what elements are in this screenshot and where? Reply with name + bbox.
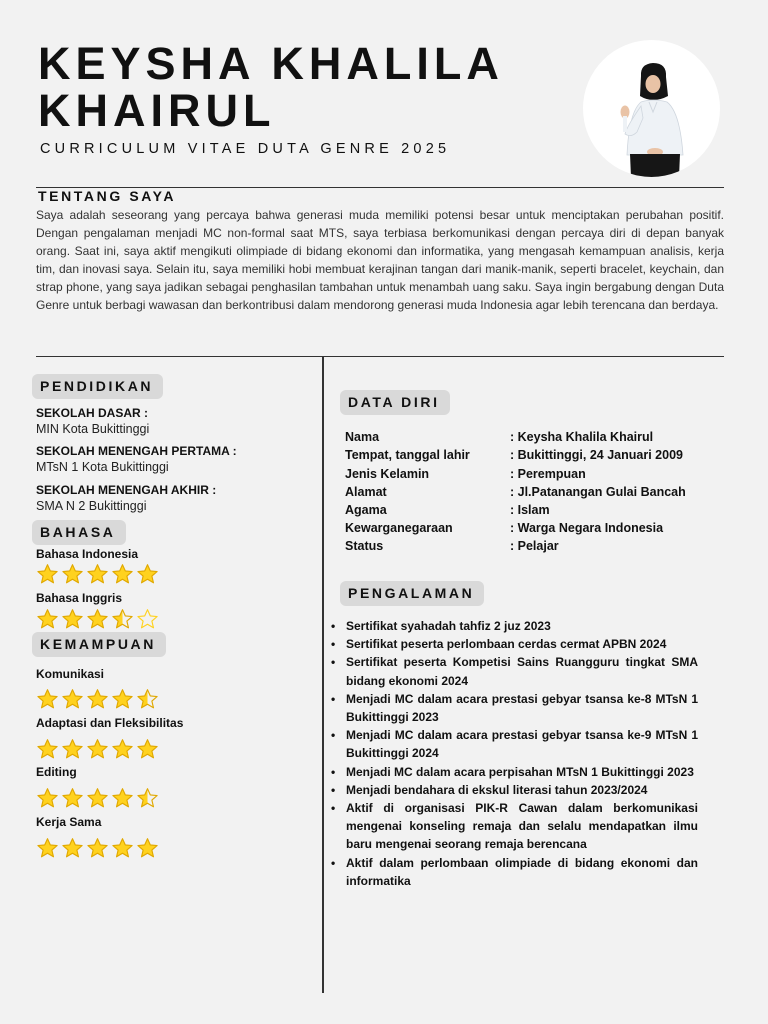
personal-key: Nama — [345, 430, 380, 444]
cv-subtitle: CURRICULUM VITAE DUTA GENRE 2025 — [40, 141, 451, 157]
profile-photo — [583, 40, 720, 177]
star-icon — [61, 836, 84, 859]
list-item: • Aktif di organisasi PIK-R Cawan dalam berkomunikasi mengenai konseling remaja dan selalu mendapatkan ilmu baru mengenai seorang remaja berencana — [330, 799, 698, 854]
list-item: • Menjadi MC dalam acara perpisahan MTsN 1 Bukittinggi 2023 — [330, 763, 698, 781]
empty-star-icon — [136, 607, 159, 630]
star-icon — [36, 562, 59, 585]
half-star-icon — [136, 786, 159, 809]
skills-heading: KEMAMPUAN — [32, 632, 166, 657]
star-icon — [136, 737, 159, 760]
star-icon — [111, 687, 134, 710]
personal-value: : Bukittinggi, 24 Januari 2009 — [510, 448, 683, 462]
half-star-icon — [136, 687, 159, 710]
language-rating — [36, 607, 159, 630]
personal-value: : Perempuan — [510, 467, 586, 481]
star-icon — [86, 562, 109, 585]
star-icon — [86, 607, 109, 630]
star-icon — [36, 786, 59, 809]
education-level: SEKOLAH MENENGAH AKHIR : — [36, 483, 217, 497]
star-icon — [36, 737, 59, 760]
skill-rating — [36, 836, 159, 859]
star-icon — [61, 786, 84, 809]
experience-list — [330, 617, 698, 890]
personal-key: Status — [345, 539, 384, 553]
star-icon — [61, 607, 84, 630]
star-icon — [61, 687, 84, 710]
personal-value: : Keysha Khalila Khairul — [510, 430, 654, 444]
star-icon — [86, 687, 109, 710]
list-item: • Menjadi bendahara di ekskul literasi tahun 2023/2024 — [330, 781, 698, 799]
star-icon — [136, 836, 159, 859]
skill-name: Komunikasi — [36, 667, 105, 681]
list-item: • Sertifikat peserta Kompetisi Sains Ruangguru tingkat SMA bidang ekonomi 2024 — [330, 653, 698, 689]
star-icon — [86, 786, 109, 809]
star-icon — [61, 737, 84, 760]
star-icon — [111, 836, 134, 859]
education-level: SEKOLAH MENENGAH PERTAMA : — [36, 444, 237, 458]
skill-rating — [36, 786, 159, 809]
personal-key: Kewarganegaraan — [345, 521, 453, 535]
list-item: • Menjadi MC dalam acara prestasi gebyar tsansa ke-8 MTsN 1 Bukittinggi 2023 — [330, 690, 698, 726]
list-item: • Sertifikat peserta perlombaan cerdas cermat APBN 2024 — [330, 635, 698, 653]
list-item: • Sertifikat syahadah tahfiz 2 juz 2023 — [330, 617, 698, 635]
skill-name: Adaptasi dan Fleksibilitas — [36, 716, 184, 730]
education-level: SEKOLAH DASAR : — [36, 406, 149, 420]
star-icon — [36, 687, 59, 710]
education-school: MTsN 1 Kota Bukittinggi — [36, 460, 169, 474]
language-rating — [36, 562, 159, 585]
personal-key: Alamat — [345, 485, 387, 499]
list-item: • Aktif dalam perlombaan olimpiade di bidang ekonomi dan informatika — [330, 854, 698, 890]
column-divider — [322, 357, 324, 993]
personal-value: : Pelajar — [510, 539, 559, 553]
star-icon — [136, 562, 159, 585]
education-school: SMA N 2 Bukittinggi — [36, 499, 147, 513]
cv-name: KEYSHA KHALILA KHAIRUL — [38, 38, 503, 136]
star-icon — [111, 737, 134, 760]
star-icon — [111, 562, 134, 585]
language-heading: BAHASA — [32, 520, 126, 545]
half-star-icon — [111, 607, 134, 630]
personal-data-heading: DATA DIRI — [340, 390, 450, 415]
list-item: • Menjadi MC dalam acara prestasi gebyar tsansa ke-9 MTsN 1 Bukittinggi 2024 — [330, 726, 698, 762]
middle-divider — [36, 356, 724, 357]
personal-value: : Jl.Patanangan Gulai Bancah — [510, 485, 686, 499]
about-text: Saya adalah seseorang yang percaya bahwa generasi muda memiliki potensi besar untuk menciptakan perubahan positif. Dengan pengalaman menjadi MC non-formal saat MTS, saya terbiasa berkomunikasi dengan percaya diri di depan banyak orang. Saat ini, saya aktif mengikuti olimpiade di bidang ekonomi dan informatika, yang mengasah kemampuan analisis, kerja tim, dan inovasi saya. Selain itu, saya memiliki hobi membuat kerajinan tangan dari manik-manik, seperti bracelet, keychain, dan strap phone, yang saya jadikan sebagai penghasilan tambahan untuk menambah uang saku. Saya ingin bergabung dengan Duta Genre untuk berbagi wawasan dan berkontribusi dalam mendorong generasi muda Indonesia agar lebih terencana dan berdaya. — [36, 208, 724, 313]
personal-key: Tempat, tanggal lahir — [345, 448, 470, 462]
skill-rating — [36, 687, 159, 710]
star-icon — [61, 562, 84, 585]
experience-heading: PENGALAMAN — [340, 581, 484, 606]
star-icon — [86, 836, 109, 859]
about-heading: TENTANG SAYA — [38, 188, 177, 204]
education-heading: PENDIDIKAN — [32, 374, 163, 399]
personal-key: Agama — [345, 503, 387, 517]
skill-rating — [36, 737, 159, 760]
language-name: Bahasa Inggris — [36, 591, 123, 605]
personal-value: : Warga Negara Indonesia — [510, 521, 664, 535]
star-icon — [86, 737, 109, 760]
personal-value: : Islam — [510, 503, 550, 517]
personal-key: Jenis Kelamin — [345, 467, 430, 481]
language-name: Bahasa Indonesia — [36, 547, 139, 561]
skill-name: Kerja Sama — [36, 815, 102, 829]
star-icon — [36, 607, 59, 630]
education-school: MIN Kota Bukittinggi — [36, 422, 150, 436]
skill-name: Editing — [36, 765, 77, 779]
star-icon — [111, 786, 134, 809]
star-icon — [36, 836, 59, 859]
